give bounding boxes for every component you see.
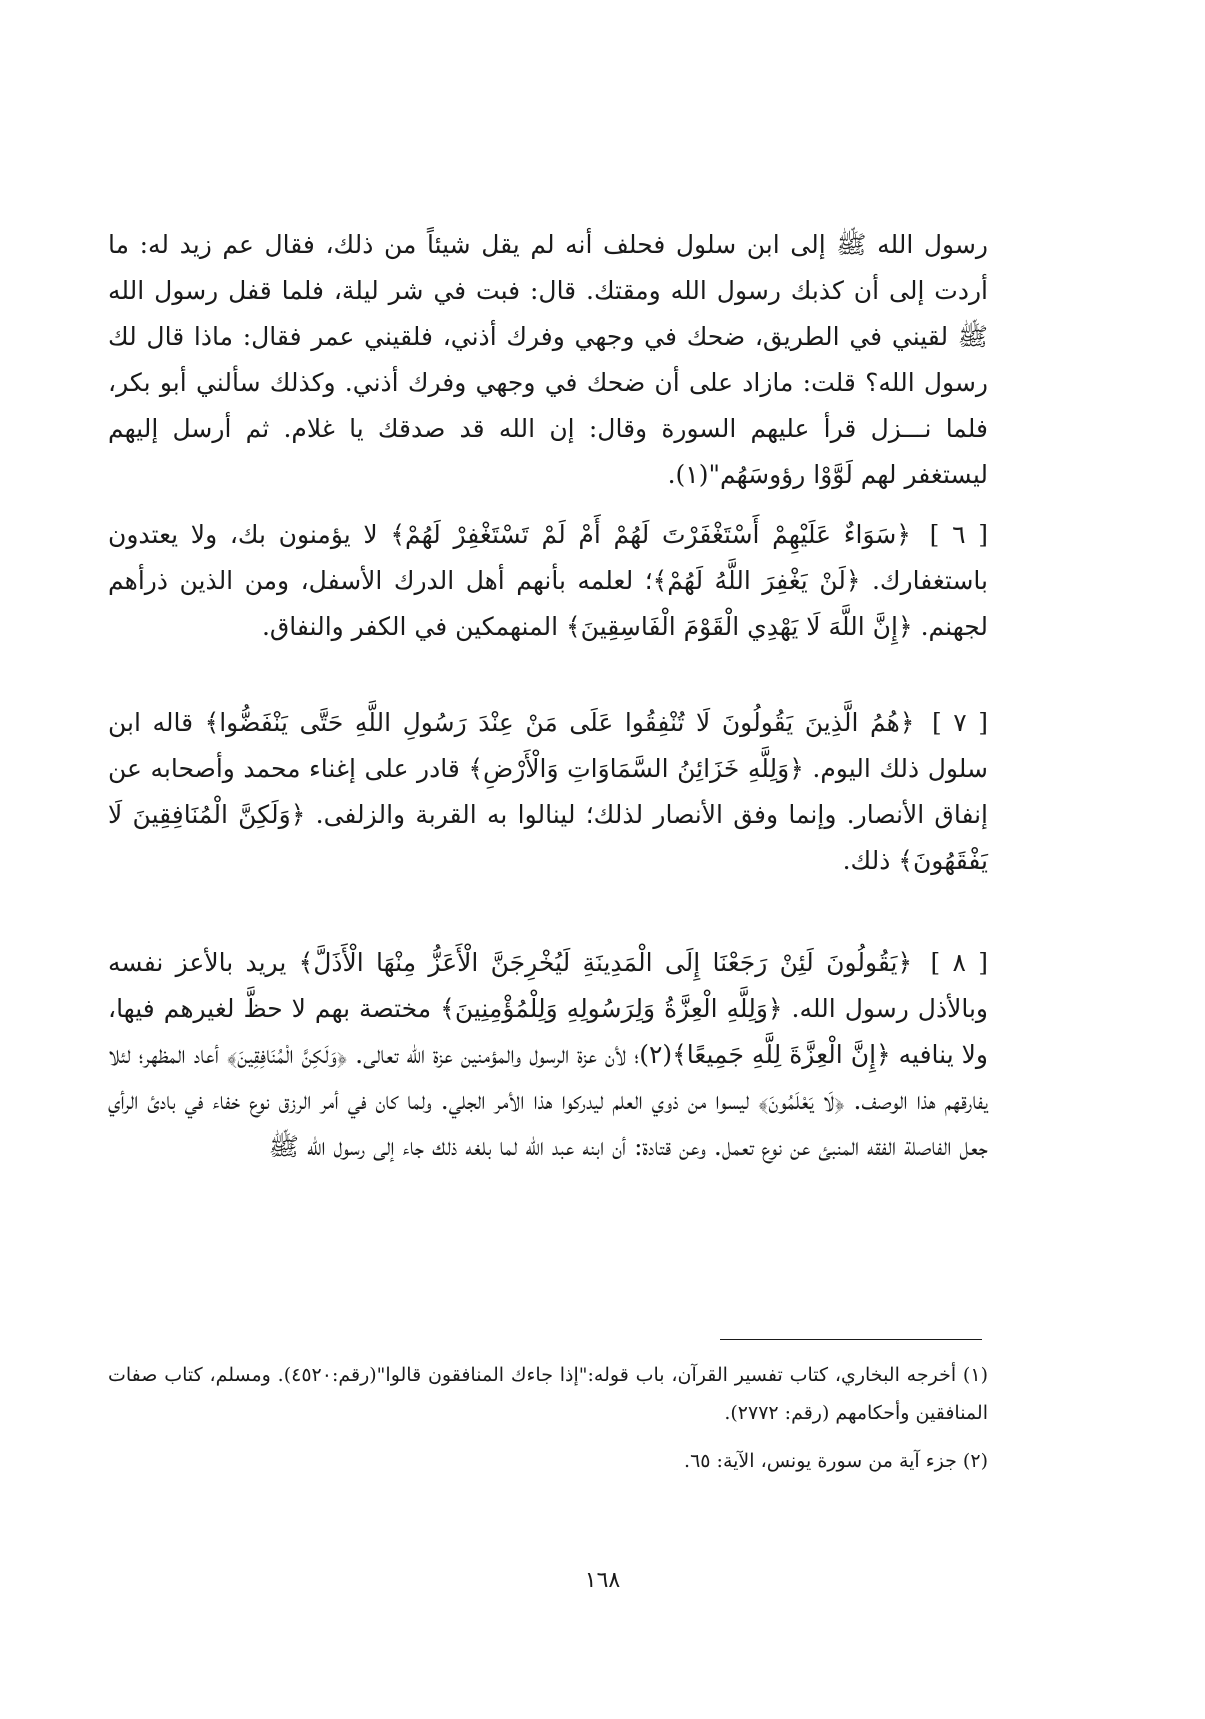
paragraph-verse-7 <box>108 700 988 884</box>
verse-number: [ ٧ ] <box>931 708 989 737</box>
paragraph-text: ﴿يَقُولُونَ لَئِنْ رَجَعْنَا إِلَى الْمَدِينَةِ لَيُخْرِجَنَّ الْأَعَزُّ مِنْهَا الْأَذَلَّ﴾ يريد بالأعز نفسه وبالأذل رسول الله. ﴿وَلِلَّهِ الْعِزَّةُ وَلِرَسُولِهِ وَلِلْمُؤْمِنِينَ﴾ مختصة بهم لا حظَّ لغيرهم فيها، ولا ينافيه ﴿إِنَّ الْعِزَّةَ لِلَّهِ جَمِيعًا﴾(٢)؛ لأن عزة الرسول والمؤمنين عزة الله تعالى. ﴿وَلَكِنَّ الْمُنَافِقِينَ﴾ أعاد المظهر؛ لئلا يفارقهم هذا الوصف. ﴿لَا يَعْلَمُونَ﴾ ليسوا من ذوي العلم ليدركوا هذا الأمر الجلي. ولما كان في أمر الرزق نوع خفاء في بادئ الرأي جعل الفاصلة الفقه المنبئ عن نوع تعمل. وعن قتادة: أن ابنه عبد الله لما بلغه ذلك جاء إلى رسول الله ﷺ <box>108 948 988 1161</box>
footnote-divider <box>720 1339 982 1340</box>
paragraph-text: رسول الله ﷺ إلى ابن سلول فحلف أنه لم يقل شيئاً من ذلك، فقال عم زيد له: ما أردت إلى أن كذبك رسول الله ومقتك. قال: فبت في شر ليلة، فلما قفل رسول الله ﷺ لقيني في الطريق، ضحك في وجهي وفرك أذني، فلقيني عمر فقال: ماذا قال لك رسول الله؟ قلت: مازاد على أن ضحك في وجهي وفرك أذني. وكذلك سألني أبو بكر، فلما نـــزل قرأ عليهم السورة وقال: إن الله قد صدقك يا غلام. ثم أرسل إليهم ليستغفر لهم لَوَّوْا رؤوسَهُم"(١). <box>108 230 988 489</box>
page-number: ١٦٨ <box>584 1568 621 1593</box>
footnote-2: (٢) جزء آية من سورة يونس، الآية: ٦٥. <box>684 1450 988 1472</box>
verse-number: [ ٨ ] <box>930 948 989 977</box>
paragraph-body <box>108 700 988 884</box>
paragraph-intro <box>108 222 988 498</box>
paragraph-body <box>108 940 988 1170</box>
paragraph-verse-8 <box>108 940 988 1170</box>
paragraph-text: ﴿هُمُ الَّذِينَ يَقُولُونَ لَا تُنْفِقُوا عَلَى مَنْ عِنْدَ رَسُولِ اللَّهِ حَتَّى يَنْفَضُّوا﴾ قاله ابن سلول ذلك اليوم. ﴿وَلِلَّهِ خَزَائِنُ السَّمَاوَاتِ وَالْأَرْضِ﴾ قادر على إغناء محمد وأصحابه عن إنفاق الأنصار. وإنما وفق الأنصار لذلك؛ لينالوا به القربة والزلفى. ﴿وَلَكِنَّ الْمُنَافِقِينَ لَا يَفْقَهُونَ﴾ ذلك. <box>108 708 988 875</box>
verse-number: [ ٦ ] <box>929 520 989 549</box>
footnote-1: (١) أخرجه البخاري، كتاب تفسير القرآن، باب قوله:"إذا جاءك المنافقون قالوا"(رقم:٤٥٢٠). ومسلم، كتاب صفات المنافقين وأحكامهم (رقم: ٢٧٧٢). <box>108 1364 988 1424</box>
paragraph-text: ﴿سَوَاءٌ عَلَيْهِمْ أَسْتَغْفَرْتَ لَهُمْ أَمْ لَمْ تَسْتَغْفِرْ لَهُمْ﴾ لا يؤمنون بك، ولا يعتدون باستغفارك. ﴿لَنْ يَغْفِرَ اللَّهُ لَهُمْ﴾؛ لعلمه بأنهم أهل الدرك الأسفل، ومن الذين ذرأهم لجهنم. ﴿إِنَّ اللَّهَ لَا يَهْدِي الْقَوْمَ الْفَاسِقِينَ﴾ المنهمكين في الكفر والنفاق. <box>108 520 988 641</box>
paragraph-verse-6 <box>108 512 988 650</box>
paragraph-body <box>108 512 988 650</box>
footnotes <box>108 1356 988 1490</box>
